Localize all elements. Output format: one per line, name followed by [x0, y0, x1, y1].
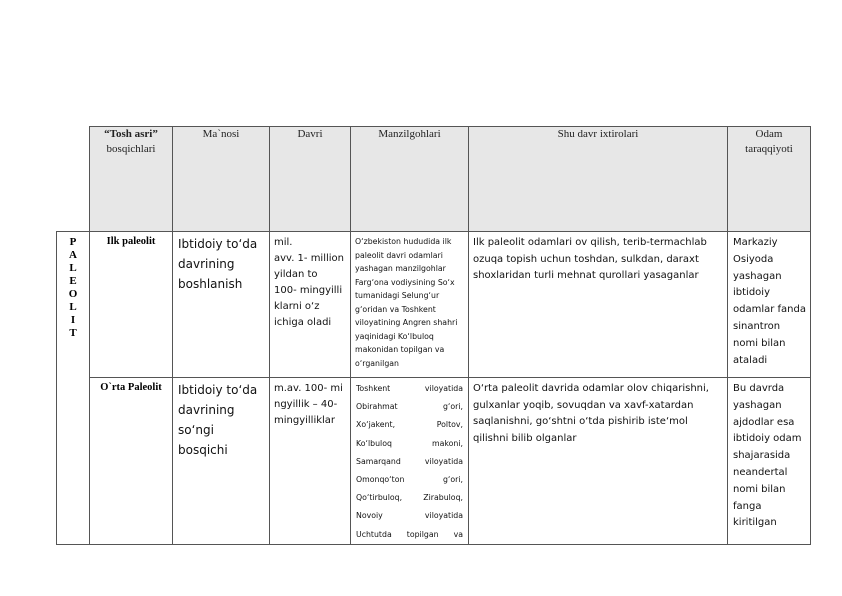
stage-sites [351, 378, 469, 545]
site-line: Samarqand viloyatida [356, 456, 463, 466]
header-stages [90, 127, 173, 232]
period-letter: E [69, 275, 77, 287]
stage-era [270, 232, 351, 378]
site-line: Xo‘jakent, Poltov, [356, 420, 463, 430]
stage-era [270, 378, 351, 545]
header-progress-line2: taraqqiyoti [745, 143, 793, 155]
site-line: Toshkent viloyatida [356, 384, 463, 393]
header-stages-line2: bosqichlari [106, 143, 156, 155]
table-row [57, 378, 811, 545]
period-letter: I [70, 314, 76, 326]
era-line: mil. [274, 237, 293, 248]
period-letter: L [69, 262, 77, 274]
stage-progress: Bu davrda yashagan ajdodlar esa ibtidoiy odam shajarasida neandertal nomi bilan fanga kiritilgan [728, 378, 811, 545]
period-letter: O [68, 288, 78, 300]
site-line: Obirahmat g‘ori, [356, 402, 463, 412]
site-line: Uchtutda topilgan va [356, 529, 463, 539]
table-row [57, 232, 811, 378]
site-line: Qo‘tirbuloq, Zirabuloq, [356, 493, 463, 503]
header-stages-line1: “Tosh asri” [104, 128, 158, 140]
header-sites: Manzilgohlari [351, 127, 469, 232]
stage-sites: O‘zbekiston hududida ilk paleolit davri odamlari yashagan manzilgohlar Farg‘ona vodiysining So‘x tumanidagi Selung‘ur g‘oridan va Toshkent viloyatining Angren shahri yaqinidagi Ko‘lbuloq makonidan topilgan va o‘rganilgan [351, 232, 469, 378]
stage-inventions: Ilk paleolit odamlari ov qilish, terib-termachlab ozuqa topish uchun toshdan, sulkdan, daraxt shoxlaridan turli mehnat qurollari yasaganlar [469, 232, 728, 378]
header-progress-line1: Odam [755, 128, 783, 140]
era-line: yildan to [274, 269, 318, 280]
header-era: Davri [270, 127, 351, 232]
era-line: ngyillik – 40- [274, 399, 338, 410]
period-letter: T [69, 327, 77, 339]
stage-name: Ilk paleolit [90, 232, 173, 378]
stage-name: O`rta Paleolit [90, 378, 173, 545]
site-line: Novoiy viloyatida [356, 511, 463, 521]
stone-age-table [56, 126, 811, 545]
stage-meaning: Ibtidoiy to‘da davrining so‘ngi bosqichi [173, 378, 270, 545]
period-letter: A [69, 249, 77, 261]
period-letter: L [69, 301, 77, 313]
header-inventions: Shu davr ixtirolari [469, 127, 728, 232]
header-row [57, 127, 811, 232]
header-meaning: Ma`nosi [173, 127, 270, 232]
stage-progress: Markaziy Osiyoda yashagan ibtidoiy odamlar fanda sinantron nomi bilan ataladi [728, 232, 811, 378]
stage-inventions: O‘rta paleolit davrida odamlar olov chiqarishni, gulxanlar yoqib, sovuqdan va xavf-xatardan saqlanishni, go‘shtni o‘tda pishirib iste‘mol qilishni bilib olganlar [469, 378, 728, 545]
header-progress [728, 127, 811, 232]
era-line: klarni o‘z [274, 301, 320, 312]
header-blank-cell [57, 127, 90, 232]
era-line: avv. 1- million [274, 253, 345, 264]
site-line: Omonqo‘ton g‘ori, [356, 475, 463, 485]
era-line: mingyilliklar [274, 415, 336, 426]
site-line: Ko‘lbuloq makoni, [356, 438, 463, 448]
stage-meaning: Ibtidoiy to‘da davrining boshlanish [173, 232, 270, 378]
era-line: m.av. 100- mi [274, 383, 343, 394]
era-line: 100- mingyilli [274, 285, 343, 296]
period-letter: P [69, 236, 77, 248]
period-label [57, 232, 90, 545]
era-line: ichiga oladi [274, 317, 332, 328]
